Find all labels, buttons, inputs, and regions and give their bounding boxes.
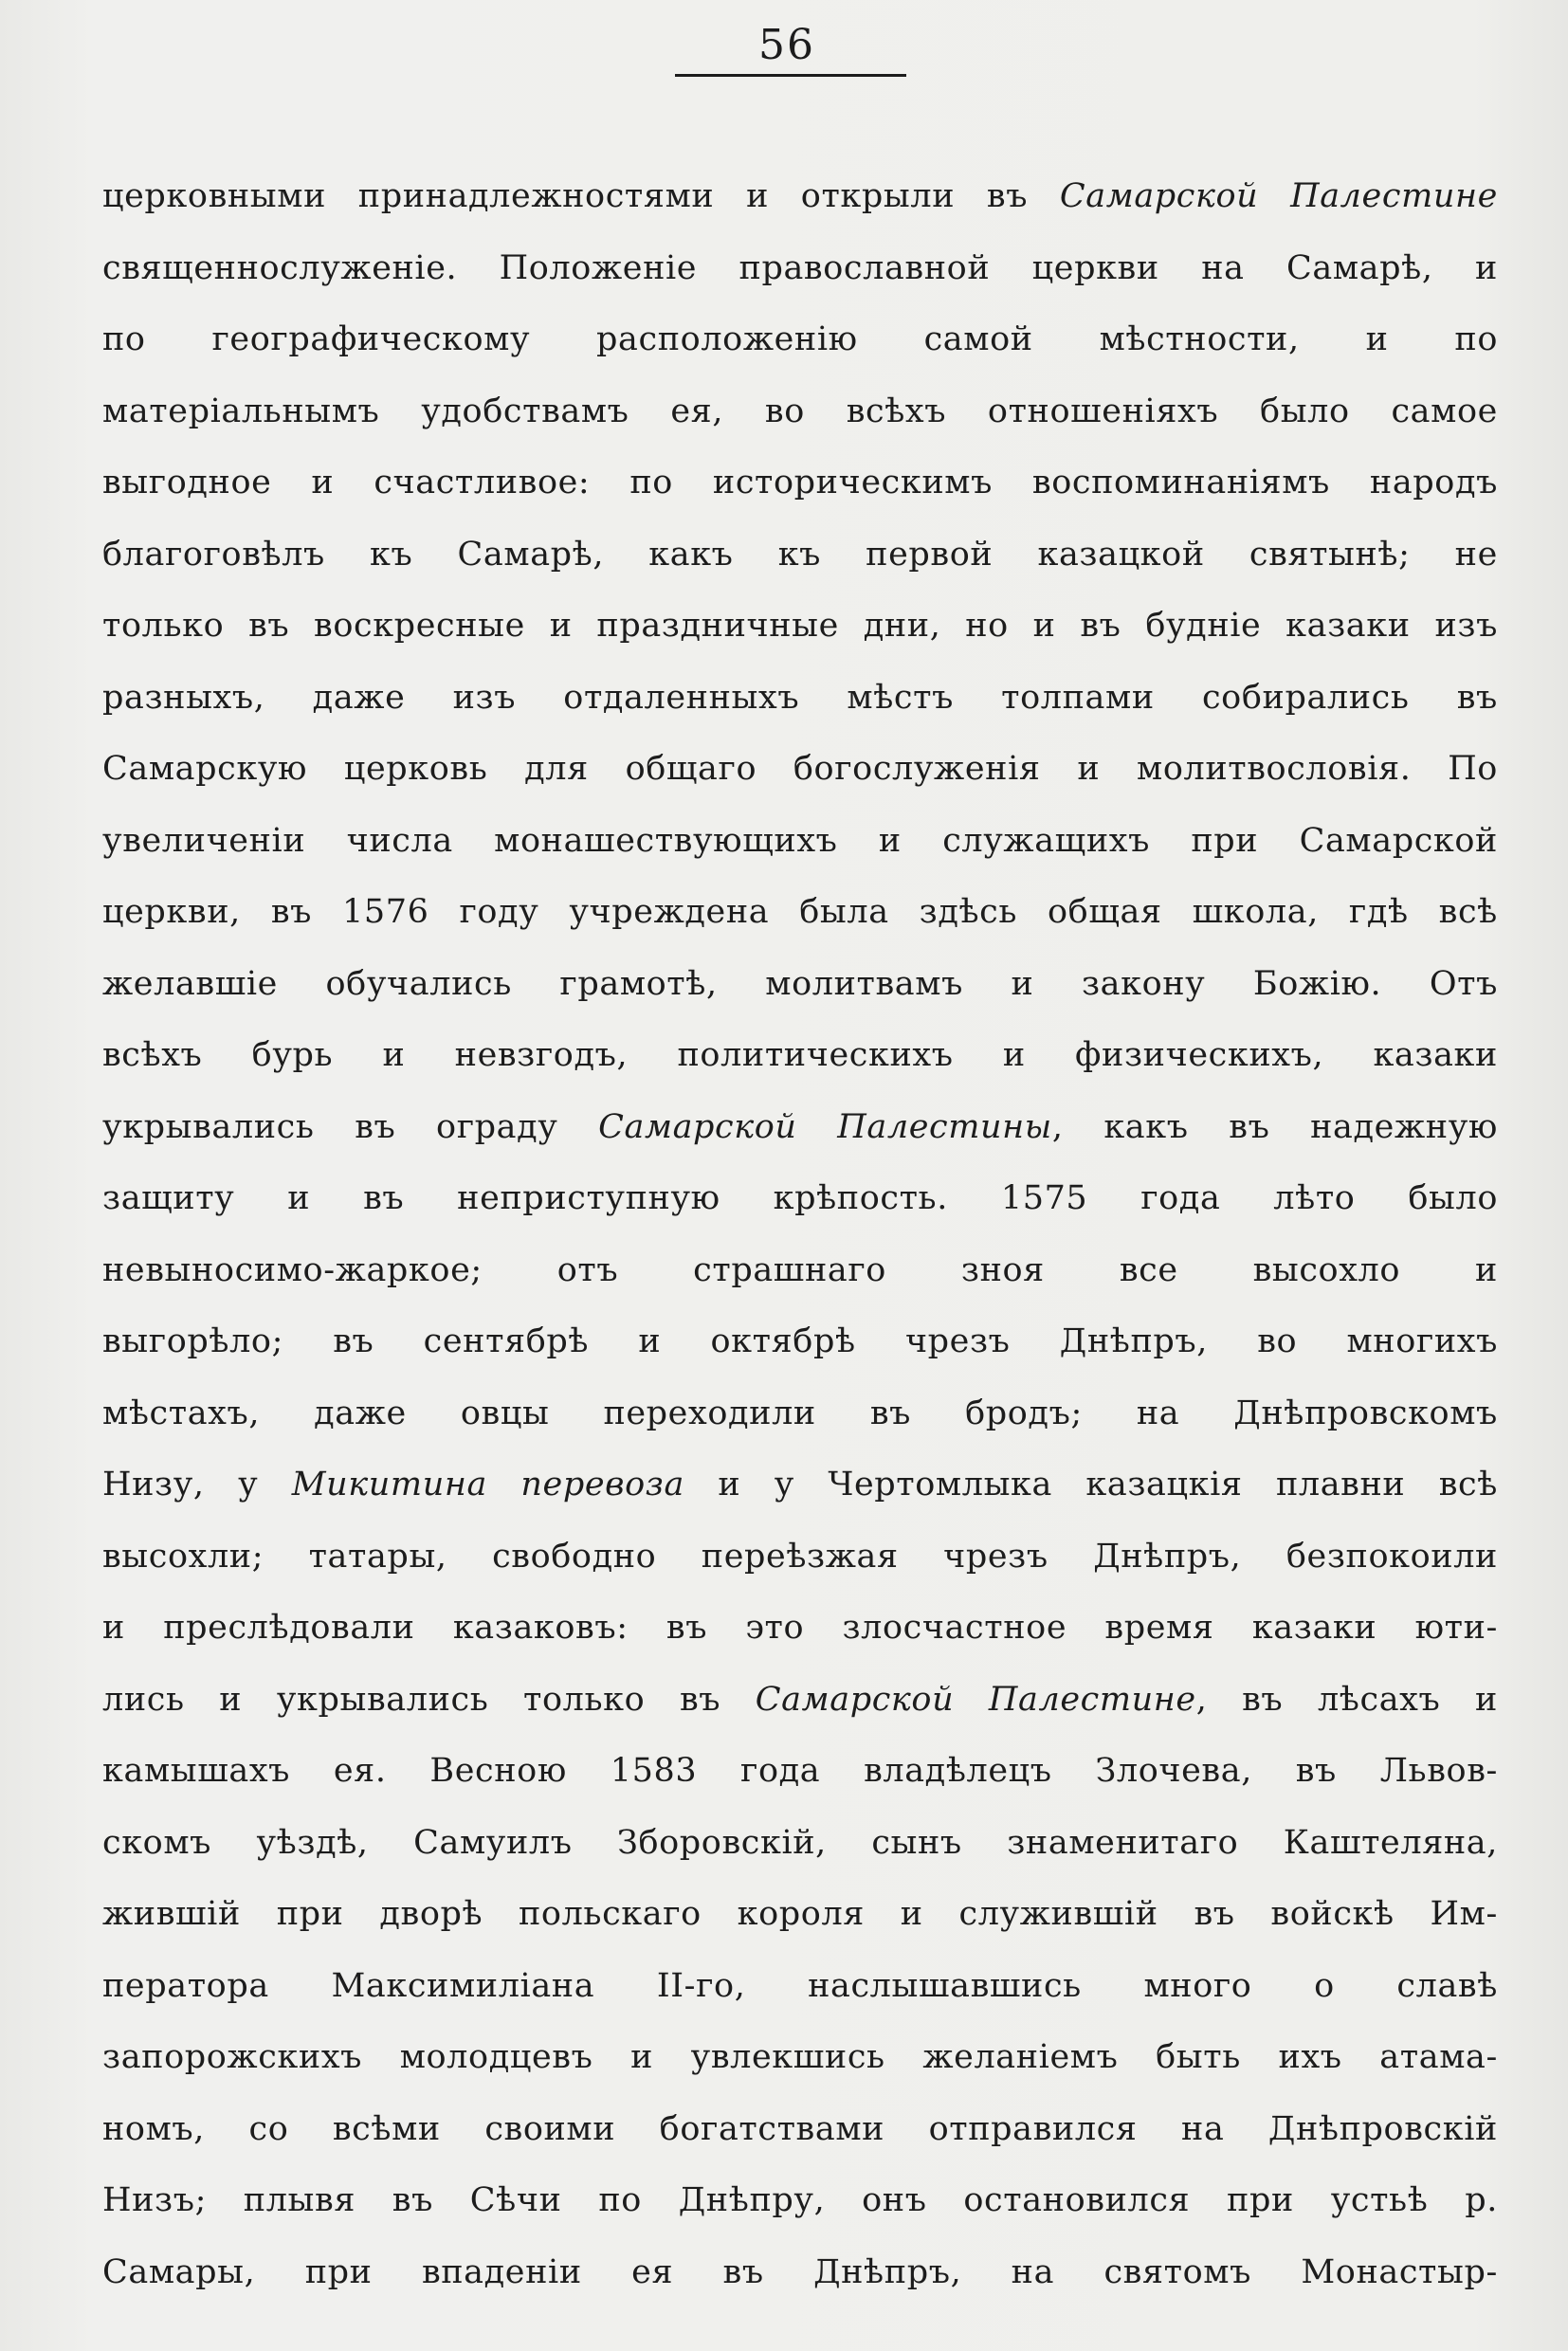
word: года bbox=[1140, 1179, 1221, 1217]
word: во bbox=[1257, 1322, 1298, 1360]
word: матеріальнымъ bbox=[102, 392, 380, 430]
word: короля bbox=[737, 1895, 865, 1933]
word: камышахъ bbox=[102, 1752, 291, 1790]
word: въ bbox=[1194, 1895, 1235, 1933]
word: Палестине bbox=[1290, 177, 1498, 215]
word: Чертомлыка bbox=[828, 1466, 1052, 1504]
word: физическихъ, bbox=[1075, 1036, 1324, 1074]
word: церковными bbox=[102, 177, 327, 215]
word: въ bbox=[1229, 1107, 1270, 1146]
text-line bbox=[102, 519, 1498, 592]
word: Днѣпръ, bbox=[1093, 1537, 1242, 1576]
word: со bbox=[248, 2109, 289, 2148]
word: впаденіи bbox=[421, 2252, 582, 2291]
word: Самарской bbox=[1299, 821, 1498, 860]
word: Палестине, bbox=[988, 1680, 1208, 1719]
word: здѣсь bbox=[919, 893, 1018, 931]
word: укрывались bbox=[276, 1680, 489, 1719]
word: свободно bbox=[492, 1537, 657, 1576]
word: страшнаго bbox=[693, 1250, 886, 1289]
word: мѣстахъ, bbox=[102, 1394, 261, 1432]
word: въ bbox=[1080, 607, 1121, 645]
word: молитвословія. bbox=[1137, 750, 1412, 788]
word: было bbox=[1408, 1179, 1498, 1217]
word: молитвамъ bbox=[765, 964, 963, 1003]
word: и bbox=[1475, 1250, 1498, 1289]
word: даже bbox=[312, 678, 406, 717]
word: укрывались bbox=[102, 1107, 315, 1146]
word: ператора bbox=[102, 1966, 269, 2005]
word: Самарѣ, bbox=[457, 535, 605, 574]
word: чрезъ bbox=[943, 1537, 1048, 1576]
word: жившій bbox=[102, 1895, 241, 1933]
word: владѣлецъ bbox=[864, 1752, 1052, 1790]
word: р. bbox=[1465, 2181, 1498, 2219]
word: отправился bbox=[928, 2109, 1138, 2148]
word: будніе bbox=[1145, 607, 1262, 645]
word: всѣми bbox=[332, 2109, 441, 2148]
word: и bbox=[219, 1680, 243, 1719]
word: у bbox=[238, 1466, 259, 1504]
text-line bbox=[102, 877, 1498, 949]
word: ея. bbox=[333, 1752, 387, 1790]
word: въ bbox=[1295, 1752, 1337, 1790]
word: переѣзжая bbox=[701, 1537, 899, 1576]
word: монашествующихъ bbox=[494, 821, 838, 860]
word: 1575 bbox=[1000, 1179, 1088, 1217]
word: и bbox=[746, 177, 770, 215]
word: овцы bbox=[460, 1394, 550, 1432]
word: крѣпость. bbox=[773, 1179, 948, 1217]
word: юти- bbox=[1414, 1609, 1498, 1647]
word: ея, bbox=[670, 392, 724, 430]
word: плавни bbox=[1275, 1466, 1406, 1504]
word: Отъ bbox=[1429, 964, 1498, 1003]
word: благоговѣлъ bbox=[102, 535, 325, 574]
word: и bbox=[718, 1466, 741, 1504]
word: быть bbox=[1156, 2038, 1241, 2076]
word: разныхъ, bbox=[102, 678, 265, 717]
word: общаго bbox=[625, 750, 757, 788]
word: числа bbox=[346, 821, 453, 860]
text-line bbox=[102, 2165, 1498, 2237]
word: учреждена bbox=[569, 893, 770, 931]
word: принадлежностями bbox=[357, 177, 715, 215]
text-line bbox=[102, 161, 1498, 233]
word: невзгодъ, bbox=[454, 1036, 629, 1074]
word: всѣхъ bbox=[102, 1036, 203, 1074]
word: самое bbox=[1391, 392, 1498, 430]
word: казаки bbox=[1373, 1036, 1498, 1074]
word: на bbox=[1136, 1394, 1180, 1432]
word: ея bbox=[631, 2252, 674, 2291]
word: при bbox=[276, 1895, 344, 1933]
word: по bbox=[598, 2181, 642, 2219]
word: святынѣ; bbox=[1249, 535, 1411, 574]
word: у bbox=[774, 1466, 794, 1504]
word: даже bbox=[314, 1394, 407, 1432]
word: и bbox=[1365, 320, 1389, 358]
word: какъ bbox=[1103, 1107, 1189, 1146]
text-line bbox=[102, 806, 1498, 878]
word: по bbox=[102, 320, 146, 358]
word: Весною bbox=[429, 1752, 567, 1790]
word: Днѣпру, bbox=[678, 2181, 826, 2219]
word: молодцевъ bbox=[399, 2038, 593, 2076]
word: на bbox=[1181, 2109, 1225, 2148]
word: школа, bbox=[1192, 893, 1319, 931]
word: выгодное bbox=[102, 464, 272, 501]
word: общая bbox=[1048, 893, 1162, 931]
word: мѣстности, bbox=[1099, 320, 1300, 358]
word: къ bbox=[370, 535, 413, 574]
word: неприступную bbox=[457, 1179, 720, 1217]
word: онъ bbox=[862, 2181, 927, 2219]
word: Палестины, bbox=[837, 1107, 1064, 1146]
word: польскаго bbox=[519, 1895, 702, 1933]
word: въ bbox=[1242, 1680, 1284, 1719]
word: злосчастное bbox=[842, 1609, 1067, 1647]
word: войскѣ bbox=[1270, 1895, 1395, 1933]
word: собирались bbox=[1201, 678, 1410, 717]
word: въ bbox=[679, 1680, 721, 1719]
word: въ bbox=[333, 1322, 374, 1360]
word: уѣздѣ, bbox=[256, 1823, 369, 1862]
word: татары, bbox=[308, 1537, 447, 1576]
word: изъ bbox=[1434, 607, 1498, 645]
word: остановился bbox=[963, 2181, 1191, 2219]
word: къ bbox=[777, 535, 822, 574]
word: казаки bbox=[1251, 1609, 1377, 1647]
page-number-rule bbox=[675, 74, 906, 77]
word: и bbox=[311, 464, 335, 501]
text-line bbox=[102, 447, 1498, 519]
word: православной bbox=[738, 248, 991, 287]
word: въ bbox=[665, 1609, 708, 1647]
word: Самарѣ, bbox=[1286, 248, 1433, 287]
word: Максимиліана bbox=[331, 1966, 595, 2005]
word: году bbox=[459, 893, 539, 931]
word: въ bbox=[1456, 678, 1498, 717]
word: святомъ bbox=[1103, 2252, 1251, 2291]
body-text bbox=[102, 161, 1498, 2308]
word: славѣ bbox=[1396, 1966, 1498, 2005]
word: Зборовскій, bbox=[617, 1823, 827, 1862]
word: всѣхъ bbox=[846, 392, 947, 430]
word: всѣ bbox=[1438, 893, 1498, 931]
word: и bbox=[1475, 1680, 1498, 1719]
word: чрезъ bbox=[904, 1322, 1011, 1360]
word: и bbox=[1475, 248, 1498, 287]
text-line bbox=[102, 304, 1498, 376]
word: самой bbox=[923, 320, 1033, 358]
word: грамотѣ, bbox=[559, 964, 718, 1003]
text-line bbox=[102, 1736, 1498, 1808]
word: 1576 bbox=[341, 893, 429, 931]
word: Днѣпровскомъ bbox=[1233, 1394, 1498, 1432]
text-line bbox=[102, 1163, 1498, 1235]
word: во bbox=[764, 392, 805, 430]
word: бурь bbox=[251, 1036, 334, 1074]
word: Самуилъ bbox=[413, 1823, 573, 1862]
word: при bbox=[1227, 2181, 1294, 2219]
word: и bbox=[102, 1609, 125, 1647]
word: желаніемъ bbox=[922, 2038, 1119, 2076]
word: Сѣчи bbox=[469, 2181, 562, 2219]
word: въ bbox=[722, 2252, 764, 2291]
word: воспоминаніямъ bbox=[1031, 464, 1330, 501]
word: въ bbox=[270, 893, 313, 931]
word: казацкія bbox=[1085, 1466, 1243, 1504]
word: всѣ bbox=[1438, 1466, 1498, 1504]
text-line bbox=[102, 591, 1498, 663]
word: въ bbox=[392, 2181, 433, 2219]
word: мѣстъ bbox=[847, 678, 954, 717]
text-line bbox=[102, 2237, 1498, 2309]
word: гдѣ bbox=[1348, 893, 1409, 931]
word: много bbox=[1143, 1966, 1252, 2005]
word: и bbox=[630, 2038, 654, 2076]
word: По bbox=[1448, 750, 1498, 788]
word: и bbox=[549, 607, 573, 645]
word: невыносимо-жаркое; bbox=[102, 1250, 483, 1289]
word: II-го, bbox=[656, 1966, 746, 2005]
word: при bbox=[304, 2252, 373, 2291]
word: какъ bbox=[648, 535, 734, 574]
word: преслѣдовали bbox=[163, 1609, 415, 1647]
text-line bbox=[102, 1306, 1498, 1378]
word: богослуженія bbox=[793, 750, 1041, 788]
word: казаки bbox=[1285, 607, 1411, 645]
word: и bbox=[878, 821, 902, 860]
text-line bbox=[102, 1665, 1498, 1737]
text-line bbox=[102, 1449, 1498, 1522]
text-line bbox=[102, 1020, 1498, 1092]
word: удобствамъ bbox=[421, 392, 629, 430]
word: устьѣ bbox=[1330, 2181, 1429, 2219]
word: лись bbox=[102, 1680, 185, 1719]
word: служащихъ bbox=[942, 821, 1150, 860]
word: въ bbox=[363, 1179, 405, 1217]
word: и bbox=[1032, 607, 1056, 645]
word: въ bbox=[248, 607, 290, 645]
word: воскресные bbox=[314, 607, 525, 645]
word: Положеніе bbox=[499, 248, 698, 287]
word: Им- bbox=[1430, 1895, 1498, 1933]
word: высохло bbox=[1252, 1250, 1401, 1289]
text-line bbox=[102, 2022, 1498, 2094]
text-line bbox=[102, 1879, 1498, 1951]
word: Самарской bbox=[755, 1680, 955, 1719]
word: для bbox=[524, 750, 589, 788]
word: высохли; bbox=[102, 1537, 264, 1576]
word: Львов- bbox=[1379, 1752, 1498, 1790]
word: Каштеляна, bbox=[1283, 1823, 1498, 1862]
word: Самарской bbox=[1059, 177, 1259, 215]
word: желавшіе bbox=[102, 964, 278, 1003]
word: переходили bbox=[603, 1394, 816, 1432]
word: народъ bbox=[1369, 464, 1498, 501]
word: отъ bbox=[556, 1250, 619, 1289]
text-line bbox=[102, 663, 1498, 735]
word: Самары, bbox=[102, 2252, 256, 2291]
word: и bbox=[1011, 964, 1034, 1003]
word: октябрѣ bbox=[710, 1322, 856, 1360]
word: открыли bbox=[800, 177, 956, 215]
word: это bbox=[745, 1609, 805, 1647]
word: казацкой bbox=[1037, 535, 1205, 574]
word: атама- bbox=[1379, 2038, 1498, 2076]
word: первой bbox=[866, 535, 994, 574]
word: перевоза bbox=[520, 1466, 684, 1504]
word: дни, bbox=[863, 607, 941, 645]
word: церкви bbox=[1031, 248, 1159, 287]
word: защиту bbox=[102, 1179, 235, 1217]
word: историческимъ bbox=[712, 464, 993, 501]
word: Низу, bbox=[102, 1466, 205, 1504]
word: наслышавшись bbox=[808, 1966, 1082, 2005]
word: по bbox=[1454, 320, 1498, 358]
word: было bbox=[1260, 392, 1350, 430]
word: Самарской bbox=[598, 1107, 797, 1146]
word: бродъ; bbox=[965, 1394, 1083, 1432]
word: Самарскую bbox=[102, 750, 308, 788]
word: надежную bbox=[1310, 1107, 1498, 1146]
word: изъ bbox=[452, 678, 517, 717]
text-line bbox=[102, 1808, 1498, 1880]
word: плывя bbox=[243, 2181, 356, 2219]
text-line bbox=[102, 1522, 1498, 1594]
word: лѣсахъ bbox=[1317, 1680, 1441, 1719]
word: по bbox=[629, 464, 673, 501]
word: дворѣ bbox=[379, 1895, 483, 1933]
text-line bbox=[102, 233, 1498, 305]
word: и bbox=[1002, 1036, 1026, 1074]
word: 1583 bbox=[610, 1752, 698, 1790]
word: увеличеніи bbox=[102, 821, 306, 860]
word: и bbox=[287, 1179, 311, 1217]
word: знаменитаго bbox=[1007, 1823, 1239, 1862]
word: была bbox=[799, 893, 889, 931]
word: Злочева, bbox=[1095, 1752, 1252, 1790]
word: Днѣпръ, bbox=[813, 2252, 962, 2291]
word: выгорѣло; bbox=[102, 1322, 283, 1360]
word: и bbox=[900, 1895, 923, 1933]
word: служившій bbox=[958, 1895, 1158, 1933]
text-line bbox=[102, 734, 1498, 806]
page-number: 56 bbox=[758, 21, 815, 69]
word: многихъ bbox=[1346, 1322, 1498, 1360]
word: на bbox=[1011, 2252, 1055, 2291]
word: зноя bbox=[960, 1250, 1045, 1289]
word: церковь bbox=[343, 750, 488, 788]
text-line bbox=[102, 1593, 1498, 1665]
word: и bbox=[382, 1036, 406, 1074]
word: ограду bbox=[436, 1107, 558, 1146]
word: Монастыр- bbox=[1301, 2252, 1498, 2291]
word: расположенію bbox=[596, 320, 858, 358]
text-line bbox=[102, 1235, 1498, 1307]
word: ихъ bbox=[1278, 2038, 1342, 2076]
word: время bbox=[1104, 1609, 1214, 1647]
word: увлекшись bbox=[690, 2038, 885, 2076]
word: въ bbox=[986, 177, 1029, 215]
word: Низъ; bbox=[102, 2181, 207, 2219]
word: сынъ bbox=[871, 1823, 962, 1862]
word: священнослуженіе. bbox=[102, 248, 458, 287]
word: скомъ bbox=[102, 1823, 212, 1862]
word: и bbox=[638, 1322, 662, 1360]
word: праздничные bbox=[596, 607, 839, 645]
text-line bbox=[102, 2094, 1498, 2166]
word: церкви, bbox=[102, 893, 241, 931]
word: обучались bbox=[325, 964, 512, 1003]
word: и bbox=[1077, 750, 1101, 788]
word: отношеніяхъ bbox=[987, 392, 1219, 430]
word: отдаленныхъ bbox=[563, 678, 800, 717]
word: политическихъ bbox=[677, 1036, 954, 1074]
word: Днѣпровскій bbox=[1267, 2109, 1498, 2148]
text-line bbox=[102, 1092, 1498, 1164]
word: Днѣпръ, bbox=[1059, 1322, 1209, 1360]
text-line bbox=[102, 949, 1498, 1021]
text-line bbox=[102, 376, 1498, 448]
word: счастливое: bbox=[374, 464, 591, 501]
word: географическому bbox=[211, 320, 531, 358]
word: только bbox=[102, 607, 225, 645]
word: лѣто bbox=[1273, 1179, 1356, 1217]
word: казаковъ: bbox=[452, 1609, 629, 1647]
word: при bbox=[1191, 821, 1259, 860]
word: запорожскихъ bbox=[102, 2038, 363, 2076]
word: въ bbox=[869, 1394, 912, 1432]
word: все bbox=[1119, 1250, 1178, 1289]
word: безпокоили bbox=[1285, 1537, 1498, 1576]
text-line bbox=[102, 1378, 1498, 1450]
word: но bbox=[965, 607, 1009, 645]
word: сентябрѣ bbox=[423, 1322, 590, 1360]
word: не bbox=[1454, 535, 1498, 574]
word: на bbox=[1201, 248, 1245, 287]
word: номъ, bbox=[102, 2109, 206, 2148]
word: богатствами bbox=[659, 2109, 885, 2148]
word: Божію. bbox=[1252, 964, 1382, 1003]
word: толпами bbox=[1001, 678, 1155, 717]
word: Микитина bbox=[291, 1466, 487, 1504]
word: въ bbox=[355, 1107, 396, 1146]
word: закону bbox=[1081, 964, 1206, 1003]
word: о bbox=[1314, 1966, 1335, 2005]
word: своими bbox=[484, 2109, 616, 2148]
word: года bbox=[740, 1752, 821, 1790]
text-line bbox=[102, 1951, 1498, 2023]
word: только bbox=[523, 1680, 646, 1719]
